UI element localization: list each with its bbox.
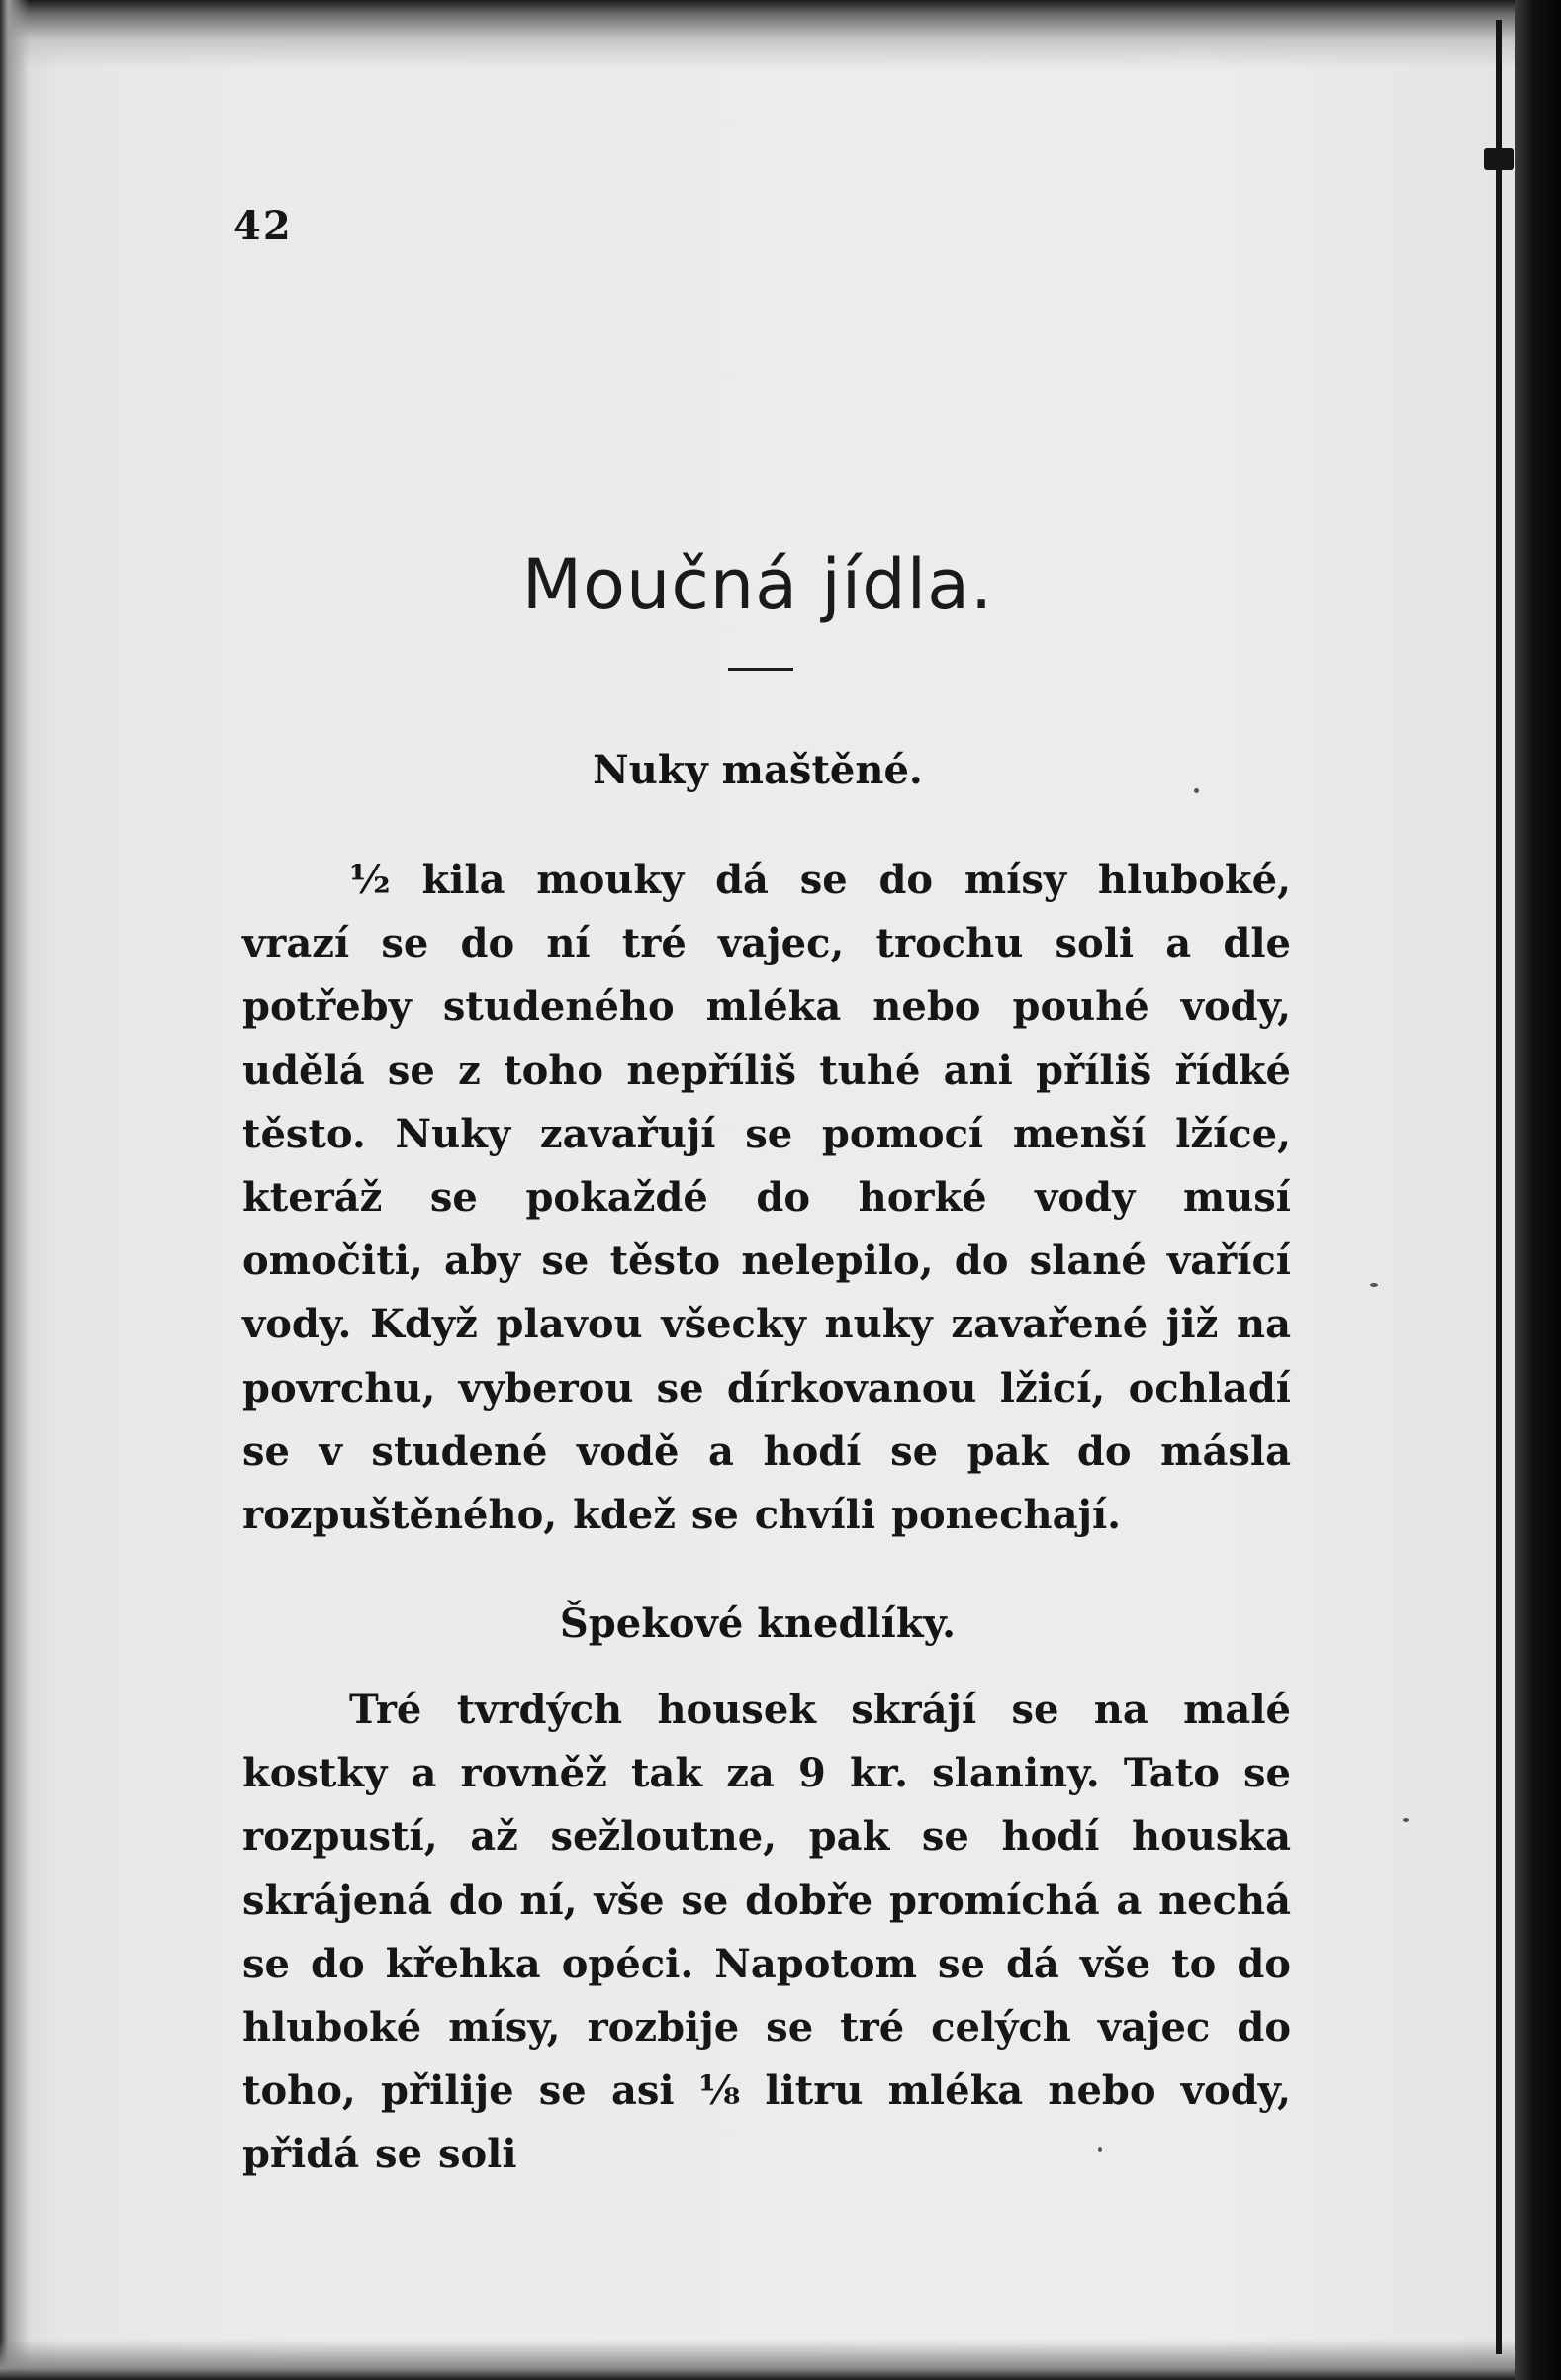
section-heading: Špekové knedlíky. [559,1601,957,1647]
scan-right-edge [1515,0,1561,2380]
scan-top-shadow [0,0,1515,69]
section-heading: Nuky maštěné. [593,747,923,793]
paper-speck [1403,1818,1409,1822]
page-number: 42 [233,203,293,249]
section-paragraph: Tré tvrdých housek skrájí se na malé kostky a rovněž tak za 9 kr. slaniny. Tato se rozpustí, až sežloutne, pak se hodí houska skrájená do ní, vše se dobře promíchá a nechá se do křehka opéci. Napotom se dá vše to do hluboké mísy, rozbije se tré celých vajec do toho, přilije se asi ⅛ litru mléka nebo vody, přidá se soli [242,1687,1291,2178]
page-edge-mark [1484,148,1514,170]
scan-bottom-shadow [0,2340,1515,2380]
chapter-title: Moučná jídla. [521,544,994,625]
title-rule [728,668,793,671]
scan-left-shadow [0,0,30,2380]
paper-speck [1370,1283,1378,1287]
page-edge-line [1496,20,1502,2354]
section-paragraph: ½ kila mouky dá se do mísy hluboké, vrazí se do ní tré vajec, trochu soli a dle potřeby studeného mléka nebo pouhé vody, udělá se z toho nepříliš tuhé ani příliš řídké těsto. Nuky zavařují se pomocí menší lžíce, kteráž se pokaždé do horké vody musí omočiti, aby se těsto nelepilo, do slané vařící vody. Když plavou všecky nuky zavařené již na povrchu, vyberou se dírkovanou lžicí, ochladí se v studené vodě a hodí se pak do másla rozpuštěného, kdež se chvíli ponechají. [242,857,1291,1539]
